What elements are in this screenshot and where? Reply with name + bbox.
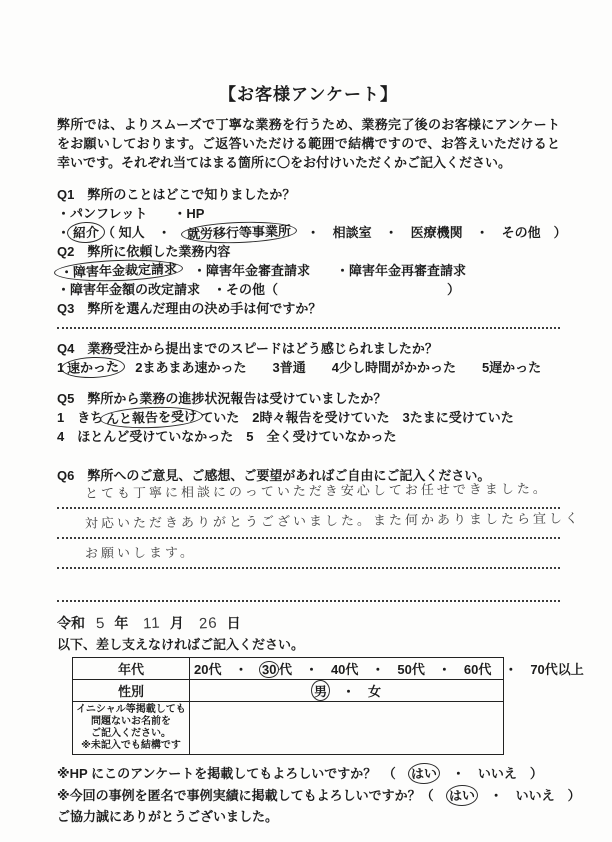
table-row-gender	[73, 680, 504, 702]
case-consent-options: ・ いいえ ）	[476, 788, 581, 803]
q2-heading: Q2 弊所に依頼した業務内容	[57, 244, 231, 259]
q1-heading: Q1 弊所のことはどこで知りましたか？	[57, 187, 296, 202]
hp-consent-question: ※HP にこのアンケートを掲載してもよろしいですか？ （	[57, 766, 409, 781]
dotted-separator	[57, 537, 560, 539]
handwritten-circle-case-yes: はい	[445, 784, 478, 806]
thanks-message: ご協力誠にありがとうございました。	[57, 809, 279, 824]
dotted-separator	[57, 507, 560, 509]
q3-heading: Q3 弊所を選んだ理由の決め手は何ですか？	[57, 301, 322, 316]
name-label	[73, 702, 190, 755]
q1-options-line1: ・パンフレット ・HP	[57, 206, 205, 221]
handwritten-circle-30s: 30	[259, 661, 280, 679]
handwritten-circle-pension-claim: ・障害年金裁定請求	[54, 258, 184, 283]
year-unit: 年	[114, 615, 129, 631]
date-line	[57, 613, 560, 634]
handwritten-circle-referral: 紹介	[67, 221, 106, 243]
handwritten-comment-line1: とても丁寧に相談にのっていただき安心してお任せできました。	[84, 480, 549, 501]
optional-note: 以下、差し支えなければご記入ください。	[57, 637, 305, 652]
handwritten-circle-regular-reports: んと報告を受け	[100, 405, 204, 430]
page-title: 【お客様アンケート】	[219, 85, 398, 104]
name-label-line2: 問題ないお名前を	[91, 716, 171, 727]
q1-bullet: ・	[57, 225, 71, 240]
gender-options-post: ・ 女	[329, 684, 382, 699]
q2-options-line1	[57, 261, 560, 280]
handwritten-circle-male: 男	[311, 680, 331, 702]
intro-text: 弊所では、よりスムーズで丁寧な業務を行うため、業務完了後のお客様にアンケートをお願いしております。ご返答いただける範囲で結構ですので、お答えいただけると幸いです。それぞれ当てはまる箇所に〇をお付けいただくかご記入ください。	[57, 117, 560, 170]
handwritten-circle-hp-yes: はい	[407, 762, 440, 784]
case-consent-question: ※今回の事例を匿名で事例実績に掲載してもよろしいですか？（	[57, 788, 447, 803]
handwritten-year: 5	[95, 614, 106, 633]
month-unit: 月	[169, 615, 184, 631]
age-options	[190, 658, 584, 680]
q5-options-line1	[57, 408, 560, 427]
q2-options-line2: ・障害年金額の改定請求 ・その他（ ）	[57, 282, 461, 297]
q4-opt1-number: 1	[57, 360, 65, 375]
handwritten-comment-line3: お願いします。	[84, 544, 197, 561]
hp-consent-options: ・ いいえ ）	[438, 766, 543, 781]
handwritten-month: 11	[142, 614, 162, 633]
dotted-separator	[57, 327, 560, 329]
q5-options-line2: 4 ほとんど受けていなかった 5 全く受けていなかった	[57, 429, 397, 444]
handwritten-circle-fast: 速かった	[61, 356, 126, 379]
q1-options-line2	[57, 223, 567, 242]
handwritten-circle-employment-support: 就労移行等事業所	[180, 220, 297, 245]
q1-line2-post: ・ 相談室 ・ 医療機関 ・ その他 ）	[293, 225, 567, 240]
q5-heading: Q5 弊所から業務の進捗状況報告は受けていましたか？	[57, 391, 387, 406]
respondent-info-table	[72, 657, 584, 755]
q2-line1-rest: ・障害年金審査請求 ・障害年金再審査請求	[180, 263, 467, 278]
hp-consent-line	[57, 764, 560, 783]
q5-line1-post: ていた 2時々報告を受けていた 3たまに受けていた	[200, 410, 514, 425]
gender-label: 性別	[73, 680, 190, 702]
age-options-pre: 20代 ・	[194, 662, 261, 677]
gender-options	[190, 680, 504, 702]
q5-line1-pre: 1 きち	[57, 410, 104, 425]
q4-heading: Q4 業務受注から提出までのスピードはどう感じられましたか？	[57, 341, 438, 356]
dotted-separator	[57, 600, 560, 602]
day-unit: 日	[226, 615, 241, 631]
name-label-line4: ※未記入でも結構です	[81, 740, 181, 751]
q4-options	[57, 358, 560, 377]
name-value-cell	[190, 702, 504, 755]
q4-options-rest: 2まあまあ速かった 3普通 4少し時間がかかった 5遅かった	[122, 360, 542, 375]
name-label-line1: イニシャル等掲載しても	[76, 704, 186, 715]
age-options-post: 代 ・ 40代 ・ 50代 ・ 60代 ・ 70代以上	[278, 662, 584, 677]
case-consent-line	[57, 786, 581, 805]
handwritten-day: 26	[198, 614, 219, 633]
table-row-name	[73, 702, 504, 755]
table-row-age	[73, 658, 504, 680]
age-label: 年代	[73, 658, 190, 680]
handwritten-comment-line2: 対応いただきありがとうございました。また何かありましたら宜しく	[84, 510, 582, 531]
era-label: 令和	[57, 615, 85, 631]
q6-heading: Q6 弊所へのご意見、ご感想、ご要望があればご自由にご記入ください。	[57, 468, 491, 483]
dotted-separator	[57, 567, 560, 569]
q1-line2-mid: （ 知人 ・	[102, 225, 184, 240]
name-label-line3: ご記入ください。	[91, 728, 171, 739]
